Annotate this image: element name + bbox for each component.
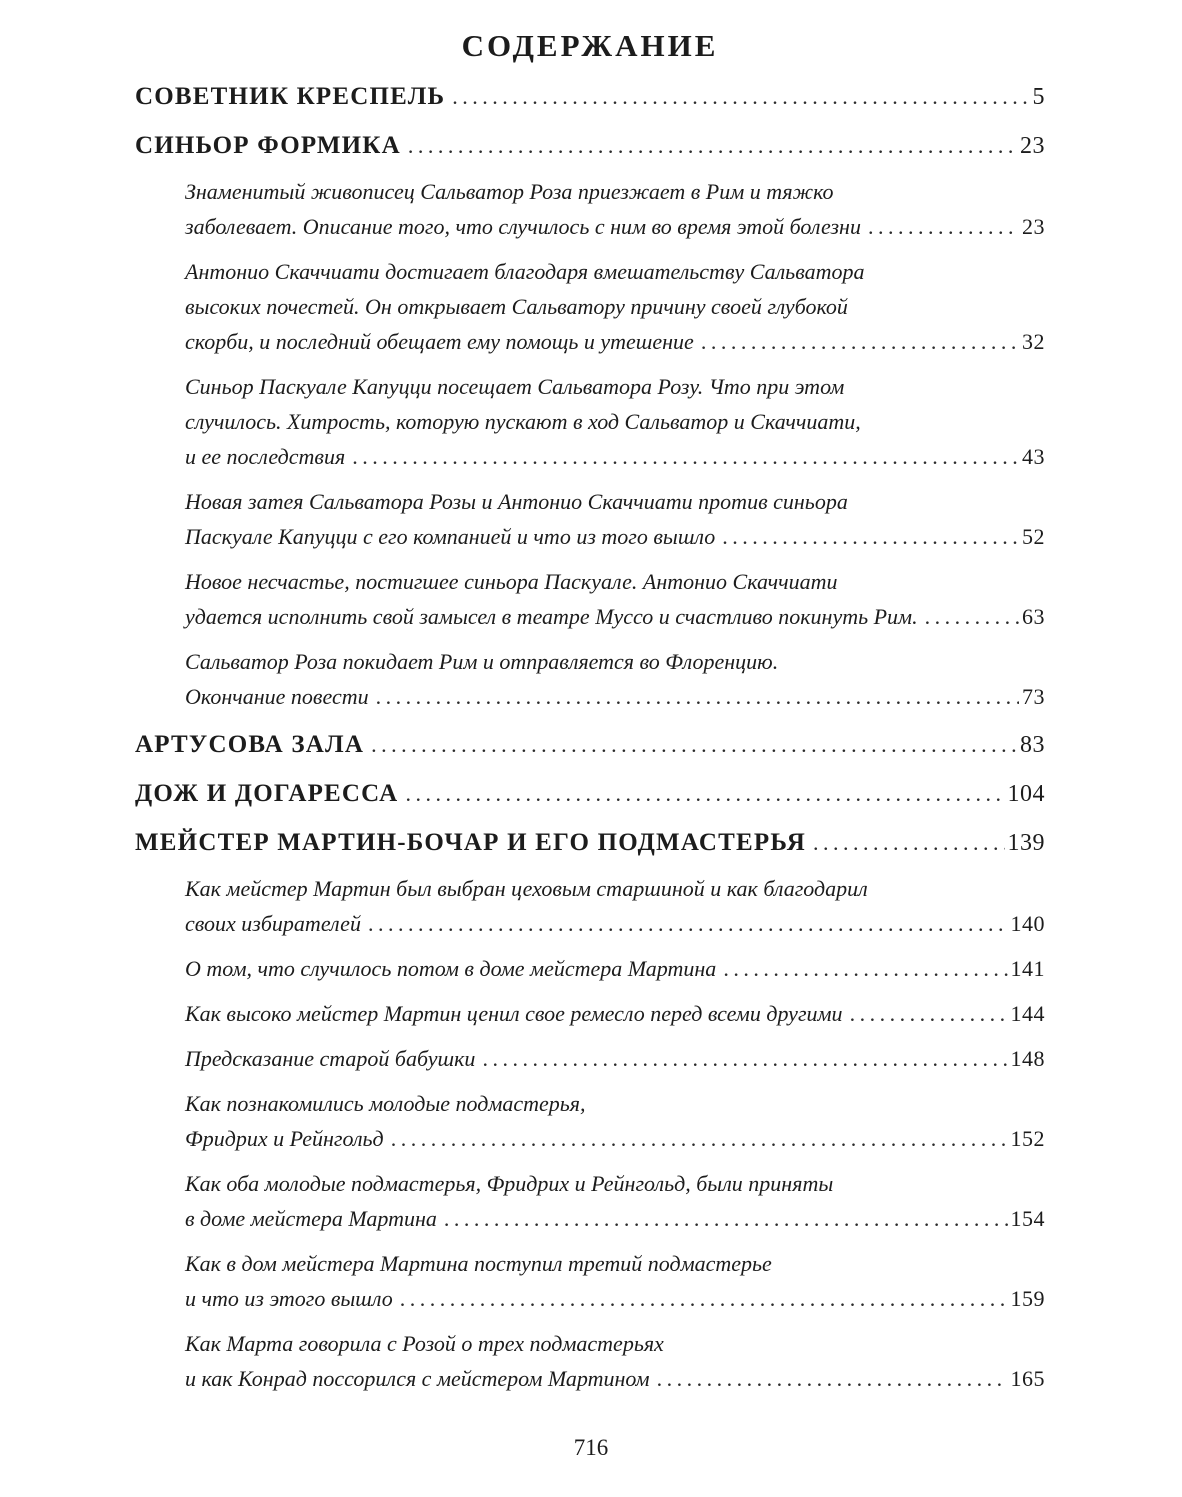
toc-entry-text: Синьор Паскуале Капуцци посещает Сальватора Розу. Что при этом xyxy=(185,374,845,399)
dot-leader xyxy=(400,1281,1008,1316)
dot-leader xyxy=(352,439,1019,474)
toc-entry-text: заболевает. Описание того, что случилось с ним во время этой болезни xyxy=(185,214,861,239)
toc-entry xyxy=(185,254,1045,359)
toc-entry-text: Предсказание старой бабушки xyxy=(185,1046,476,1071)
toc-list xyxy=(135,79,1045,1396)
dot-leader xyxy=(368,906,1008,941)
toc-entry-line xyxy=(185,1041,1045,1076)
toc-entry-text: ДОЖ И ДОГАРЕССА xyxy=(135,780,399,807)
footer-page-number: 716 xyxy=(573,1435,609,1460)
toc-entry xyxy=(185,871,1045,941)
toc-entry-line xyxy=(135,776,1045,812)
dot-leader xyxy=(925,599,1019,634)
toc-entry-line xyxy=(185,1246,1045,1281)
page-number: 148 xyxy=(1010,1046,1045,1071)
toc-entry-text: Как мейстер Мартин был выбран цеховым старшиной и как благодарил xyxy=(185,876,868,901)
dot-leader xyxy=(408,128,1017,163)
dot-leader xyxy=(701,324,1019,359)
toc-entry xyxy=(185,564,1045,634)
toc-entry-line xyxy=(185,906,1045,941)
dot-leader xyxy=(482,1041,1007,1076)
page-number: 23 xyxy=(1022,214,1045,239)
toc-entry-line xyxy=(185,209,1045,244)
toc-entry-line xyxy=(185,644,1045,679)
page-number: 52 xyxy=(1022,524,1045,549)
toc-entry-text: удается исполнить свой замысел в театре Муссо и счастливо покинуть Рим. xyxy=(185,604,918,629)
toc-entry-text: в доме мейстера Мартина xyxy=(185,1206,437,1231)
toc-entry-line xyxy=(185,1201,1045,1236)
toc-entry-text: Как Марта говорила с Розой о трех подмастерьях xyxy=(185,1331,664,1356)
toc-entry-text: Новое несчастье, постигшее синьора Паскуале. Антонио Скаччиати xyxy=(185,569,838,594)
toc-entry xyxy=(185,644,1045,714)
page-number: 165 xyxy=(1010,1366,1045,1391)
toc-entry-line xyxy=(135,79,1045,115)
dot-leader xyxy=(850,996,1008,1031)
toc-entry xyxy=(185,1166,1045,1236)
toc-page xyxy=(135,0,1045,1396)
toc-entry-text: и ее последствия xyxy=(185,444,346,469)
toc-entry-line xyxy=(185,951,1045,986)
toc-entry-line xyxy=(185,484,1045,519)
toc-entry-line xyxy=(185,1166,1045,1201)
toc-entry-text: скорби, и последний обещает ему помощь и утешение xyxy=(185,329,694,354)
dot-leader xyxy=(452,79,1029,114)
toc-entry-text: Как оба молодые подмастерья, Фридрих и Рейнгольд, были приняты xyxy=(185,1171,834,1196)
toc-entry xyxy=(185,484,1045,554)
toc-entry-line xyxy=(135,727,1045,763)
toc-entry-line xyxy=(185,1361,1045,1396)
page-number: 159 xyxy=(1010,1286,1045,1311)
dot-leader xyxy=(722,519,1019,554)
toc-entry-line xyxy=(185,599,1045,634)
toc-entry-line xyxy=(185,289,1045,324)
toc-entry-line xyxy=(185,439,1045,474)
toc-entry-text: Как высоко мейстер Мартин ценил свое ремесло перед всеми другими xyxy=(185,1001,843,1026)
toc-entry-text: и как Конрад поссорился с мейстером Мартином xyxy=(185,1366,650,1391)
toc-entry-text: МЕЙСТЕР МАРТИН-БОЧАР И ЕГО ПОДМАСТЕРЬЯ xyxy=(135,829,806,856)
page-number: 141 xyxy=(1010,956,1045,981)
page-number: 139 xyxy=(1007,830,1045,856)
page-number: 154 xyxy=(1010,1206,1045,1231)
toc-entry-line xyxy=(135,825,1045,861)
dot-leader xyxy=(444,1201,1008,1236)
toc-entry xyxy=(135,776,1045,812)
toc-entry-text: Антонио Скаччиати достигает благодаря вмешательству Сальватора xyxy=(185,259,865,284)
dot-leader xyxy=(813,825,1005,860)
toc-entry xyxy=(185,951,1045,986)
toc-entry xyxy=(185,996,1045,1031)
toc-entry xyxy=(185,1246,1045,1316)
toc-entry-line xyxy=(185,519,1045,554)
toc-entry xyxy=(135,79,1045,115)
toc-entry-text: Фридрих и Рейнгольд xyxy=(185,1126,384,1151)
toc-entry-line xyxy=(185,254,1045,289)
toc-entry-line xyxy=(185,174,1045,209)
toc-entry xyxy=(135,727,1045,763)
toc-entry-text: О том, что случилось потом в доме мейстера Мартина xyxy=(185,956,717,981)
toc-entry-line xyxy=(135,128,1045,164)
dot-leader xyxy=(723,951,1007,986)
page-number: 5 xyxy=(1032,84,1045,110)
page-number: 43 xyxy=(1022,444,1045,469)
page-number: 83 xyxy=(1020,732,1045,758)
dot-leader xyxy=(376,679,1019,714)
toc-entry-text: своих избирателей xyxy=(185,911,361,936)
toc-entry-line xyxy=(185,871,1045,906)
toc-entry-line xyxy=(185,1326,1045,1361)
toc-entry-line xyxy=(185,324,1045,359)
page-number: 63 xyxy=(1022,604,1045,629)
dot-leader xyxy=(657,1361,1008,1396)
toc-entry-line xyxy=(185,1121,1045,1156)
toc-entry xyxy=(185,174,1045,244)
toc-entry-text: Окончание повести xyxy=(185,684,369,709)
page-number: 144 xyxy=(1010,1001,1045,1026)
dot-leader xyxy=(391,1121,1008,1156)
toc-entry-line xyxy=(185,369,1045,404)
toc-entry xyxy=(185,369,1045,474)
toc-entry-text: случилось. Хитрость, которую пускают в ход Сальватор и Скаччиати, xyxy=(185,409,861,434)
toc-entry-text: Как в дом мейстера Мартина поступил третий подмастерье xyxy=(185,1251,772,1276)
toc-entry-line xyxy=(185,679,1045,714)
toc-entry-text: Знаменитый живописец Сальватор Роза приезжает в Рим и тяжко xyxy=(185,179,834,204)
toc-entry-text: Сальватор Роза покидает Рим и отправляется во Флоренцию. xyxy=(185,649,779,674)
toc-entry-text: АРТУСОВА ЗАЛА xyxy=(135,731,365,758)
page-number: 152 xyxy=(1010,1126,1045,1151)
toc-entry xyxy=(185,1086,1045,1156)
toc-entry xyxy=(185,1041,1045,1076)
page-number: 32 xyxy=(1022,329,1045,354)
toc-entry-line xyxy=(185,404,1045,439)
toc-entry-text: СИНЬОР ФОРМИКА xyxy=(135,132,401,159)
toc-entry xyxy=(185,1326,1045,1396)
toc-entry-text: высоких почестей. Он открывает Сальватору причину своей глубокой xyxy=(185,294,848,319)
toc-entry-line xyxy=(185,564,1045,599)
toc-entry-text: СОВЕТНИК КРЕСПЕЛЬ xyxy=(135,83,446,110)
page-number: 104 xyxy=(1007,781,1045,807)
toc-entry-line xyxy=(185,996,1045,1031)
dot-leader xyxy=(868,209,1019,244)
page-number: 23 xyxy=(1020,133,1045,159)
toc-entry-text: Как познакомились молодые подмастерья, xyxy=(185,1091,586,1116)
dot-leader xyxy=(405,776,1004,811)
toc-entry-text: Новая затея Сальватора Розы и Антонио Скаччиати против синьора xyxy=(185,489,848,514)
page-number: 140 xyxy=(1010,911,1045,936)
dot-leader xyxy=(371,727,1017,762)
page-number: 73 xyxy=(1022,684,1045,709)
toc-entry xyxy=(135,128,1045,164)
toc-entry-line xyxy=(185,1281,1045,1316)
toc-entry-text: и что из этого вышло xyxy=(185,1286,393,1311)
toc-entry-text: Паскуале Капуцци с его компанией и что из того вышло xyxy=(185,524,716,549)
toc-entry-line xyxy=(185,1086,1045,1121)
toc-entry xyxy=(135,825,1045,861)
page-title: СОДЕРЖАНИЕ xyxy=(461,28,719,63)
